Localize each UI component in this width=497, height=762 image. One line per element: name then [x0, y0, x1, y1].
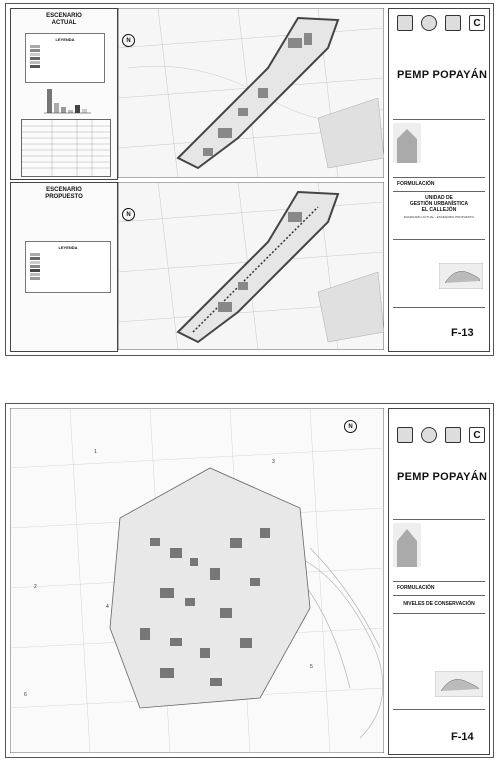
consultant-logo-icon: C: [469, 427, 485, 443]
inset-panel-proposed: [10, 182, 118, 352]
map-actual: [118, 8, 384, 178]
colombia-seal-icon: [397, 15, 413, 31]
location-mini-map: [435, 671, 483, 697]
data-table: [21, 119, 111, 177]
legend-title: LEYENDA: [55, 37, 75, 42]
north-arrow-icon: N: [344, 420, 357, 433]
church-illustration: [393, 523, 421, 567]
svg-text:5: 5: [310, 664, 313, 670]
title-block-f13: [388, 8, 490, 352]
ministry-logo-icon: [445, 15, 461, 31]
zone-number: 1: [94, 449, 97, 455]
svg-text:3: 3: [272, 459, 275, 465]
popayan-seal-icon: [421, 15, 437, 31]
sheet-f13: [5, 3, 494, 356]
popayan-seal-icon: [421, 427, 437, 443]
bar-chart: [41, 85, 93, 115]
project-title: PEMP POPAYÁN: [397, 471, 488, 483]
legend-box: [25, 33, 105, 83]
plan-title: NIVELES DE CONSERVACIÓN: [403, 601, 475, 607]
title-block-f14: [388, 408, 490, 755]
svg-text:6: 6: [24, 692, 27, 698]
inset-title-proposed: ESCENARIO PROPUESTO: [45, 187, 83, 200]
map-proposed: [118, 182, 384, 350]
legend-swatches-proposed: [30, 252, 106, 281]
north-arrow-icon: N: [122, 208, 135, 221]
north-arrow-icon: N: [122, 34, 135, 47]
plan-title: UNIDAD DE GESTIÓN URBANÍSTICA EL CALLEJÓN: [409, 195, 469, 213]
inset-panel-actual: [10, 8, 118, 180]
svg-text:4: 4: [106, 604, 109, 610]
location-mini-map: [439, 263, 483, 289]
phase-label: FORMULACIÓN: [397, 181, 435, 187]
inset-title-actual: ESCENARIO ACTUAL: [46, 13, 82, 26]
church-illustration: [393, 123, 421, 163]
colombia-seal-icon: [397, 427, 413, 443]
consultant-logo-icon: C: [469, 15, 485, 31]
sheet-code: F-14: [451, 731, 474, 743]
legend-box-proposed: [25, 241, 111, 293]
plan-subtitle: ESCENARIO ACTUAL - ESCENARIO PROPUESTO: [403, 215, 474, 219]
legend-title-proposed: LEYENDA: [58, 245, 78, 250]
svg-text:2: 2: [34, 584, 37, 590]
sheet-f14: [5, 403, 494, 758]
map-conservation-levels: [10, 408, 384, 753]
legend-swatches: [30, 44, 100, 78]
phase-label: FORMULACIÓN: [397, 585, 435, 591]
ministry-logo-icon: [445, 427, 461, 443]
project-title: PEMP POPAYÁN: [397, 69, 488, 81]
sheet-code: F-13: [451, 327, 474, 339]
